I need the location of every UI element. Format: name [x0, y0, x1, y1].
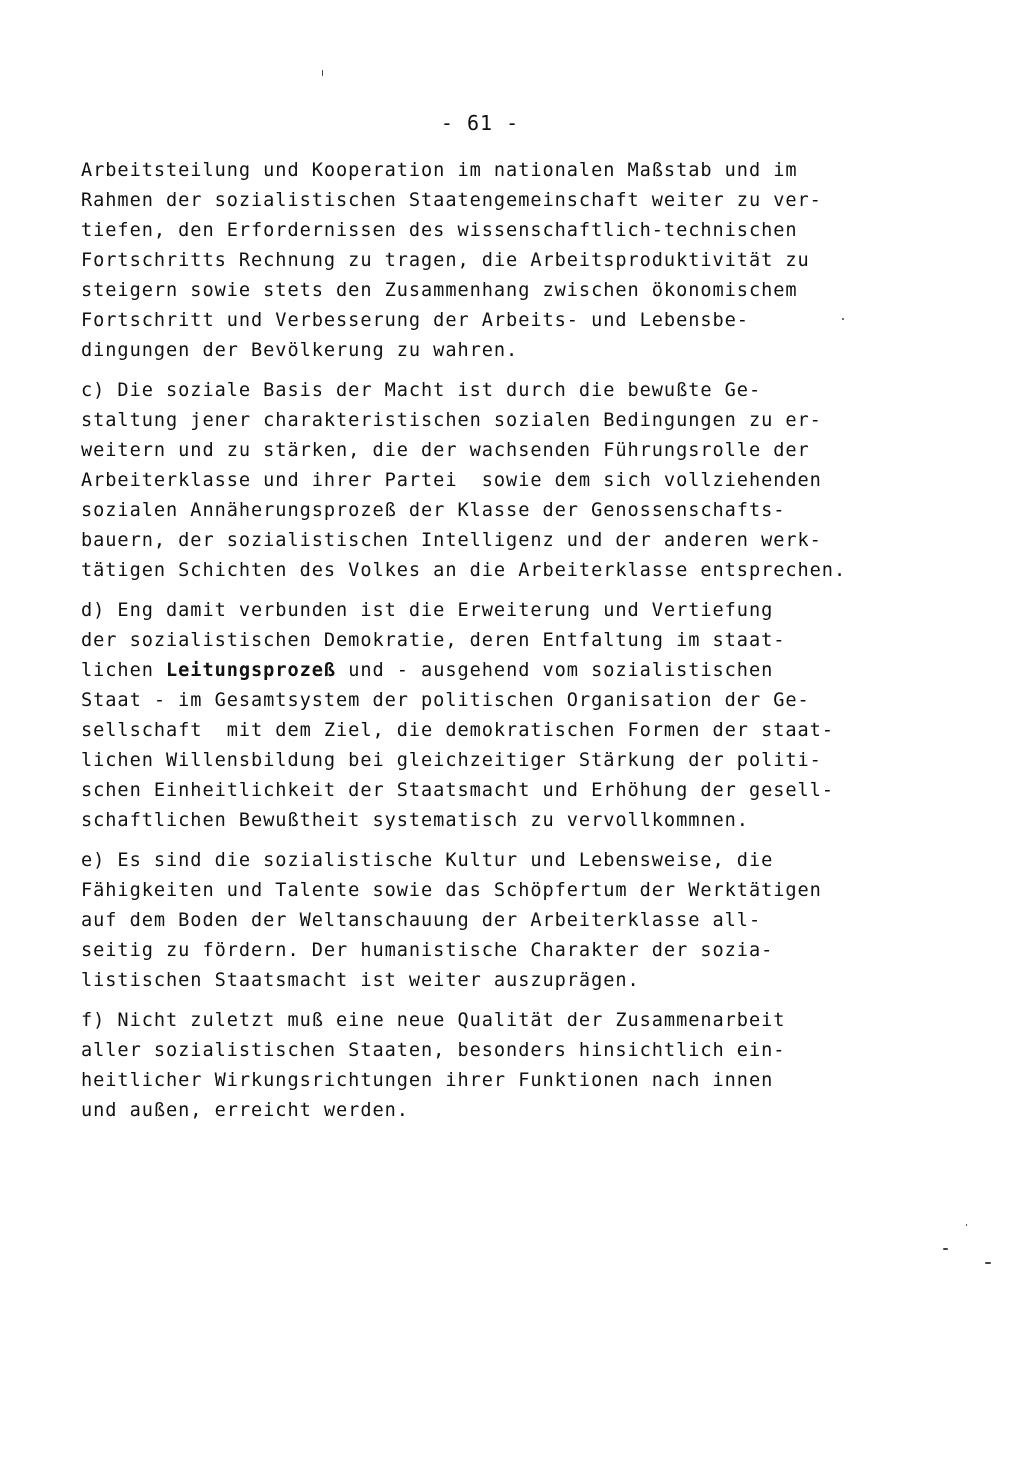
text-line: bauern, der sozialistischen Intelligenz und der anderen werk- [81, 530, 822, 551]
text-line: schaftlichen Bewußtheit systematisch zu vervollkommnen. [81, 810, 749, 831]
text-line: Fähigkeiten und Talente sowie das Schöpfertum der Werktätigen [81, 880, 822, 901]
text-segment: und - ausgehend vom sozialistischen [336, 660, 774, 681]
text-line: Arbeiterklasse und ihrer Partei sowie dem sich vollziehenden [81, 470, 822, 491]
text-line: staltung jener charakteristischen sozialen Bedingungen zu er- [81, 410, 822, 431]
text-line: seitig zu fördern. Der humanistische Charakter der sozia- [81, 940, 774, 961]
text-line: e) Es sind die sozialistische Kultur und Lebensweise, die [81, 850, 774, 871]
paragraph-e [81, 846, 841, 996]
text-line: c) Die soziale Basis der Macht ist durch die bewußte Ge- [81, 380, 762, 401]
scan-speck [943, 1248, 948, 1250]
text-line: tätigen Schichten des Volkes an die Arbeiterklasse entsprechen. [81, 560, 847, 581]
text-line: der sozialistischen Demokratie, deren Entfaltung im staat- [81, 630, 786, 651]
text-line: Arbeitsteilung und Kooperation im nationalen Maßstab und im [81, 160, 798, 181]
paragraph-gap [81, 996, 841, 1006]
text-line: listischen Staatsmacht ist weiter auszuprägen. [81, 970, 640, 991]
text-line: weitern und zu stärken, die der wachsenden Führungsrolle der [81, 440, 810, 461]
text-line: sellschaft mit dem Ziel, die demokratischen Formen der staat- [81, 720, 834, 741]
paragraph-d [81, 596, 841, 836]
paragraph-gap [81, 836, 841, 846]
scan-speck [842, 318, 844, 320]
paragraph-f [81, 1006, 841, 1126]
document-body [81, 156, 847, 1126]
scan-speck [322, 70, 323, 76]
text-line: tiefen, den Erfordernissen des wissenschaftlich-technischen [81, 220, 798, 241]
paragraph-gap [81, 586, 841, 596]
text-line: schen Einheitlichkeit der Staatsmacht und Erhöhung der gesell- [81, 780, 834, 801]
text-line: Fortschritts Rechnung zu tragen, die Arbeitsproduktivität zu [81, 250, 810, 271]
paragraph-c [81, 376, 847, 586]
text-line: sozialen Annäherungsprozeß der Klasse der Genossenschafts- [81, 500, 786, 521]
page-number: - 61 - [440, 111, 520, 135]
text-line: Fortschritt und Verbesserung der Arbeits- und Lebensbe- [81, 310, 749, 331]
text-segment: lichen [81, 660, 167, 681]
paragraph-gap [81, 366, 841, 376]
text-line: und außen, erreicht werden. [81, 1100, 409, 1121]
text-line-with-bold [81, 656, 841, 686]
paragraph-1 [81, 156, 841, 366]
text-line: d) Eng damit verbunden ist die Erweiterung und Vertiefung [81, 600, 774, 621]
scan-speck [966, 1224, 967, 1226]
text-line: steigern sowie stets den Zusammenhang zwischen ökonomischem [81, 280, 798, 301]
text-line: lichen Willensbildung bei gleichzeitiger Stärkung der politi- [81, 750, 822, 771]
text-line: auf dem Boden der Weltanschauung der Arbeiterklasse all- [81, 910, 762, 931]
text-line: Staat - im Gesamtsystem der politischen Organisation der Ge- [81, 690, 810, 711]
text-line: heitlicher Wirkungsrichtungen ihrer Funktionen nach innen [81, 1070, 774, 1091]
text-line: aller sozialistischen Staaten, besonders hinsichtlich ein- [81, 1040, 786, 1061]
text-line: dingungen der Bevölkerung zu wahren. [81, 340, 519, 361]
scan-speck [985, 1262, 991, 1264]
bold-term: Leitungsprozeß [166, 660, 337, 681]
text-line: Rahmen der sozialistischen Staatengemeinschaft weiter zu ver- [81, 190, 822, 211]
text-line: f) Nicht zuletzt muß eine neue Qualität der Zusammenarbeit [81, 1010, 786, 1031]
